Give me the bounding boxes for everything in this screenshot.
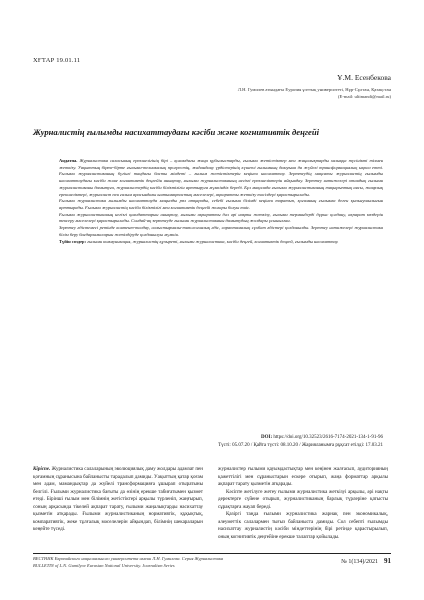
page-number: 91: [384, 557, 391, 565]
intro-paragraph: [33, 466, 203, 534]
body-column-right: [218, 466, 388, 541]
issue-number: № 1(134)/2021: [341, 559, 378, 565]
body-paragraph: Кәсіпте жетілуге жетеу ғылыми журналистика жеткізуі арқылы, әрі нақты деректерге сүйене отырып, журналистиканың барлық түрлеріне қатысты сұрақтарға жауап береді.: [218, 488, 388, 510]
abstract-paragraph: Ғылыми журналистика ғылымды насихаттауда маңызды рөл атқарады, себебі ғылыми білімді кеңінен таратып, қоғамның ғылымға деген қызығушылығын арттырады. Ғылыми журналистің кәсіби біліктілігі мен когнитивтік деңгейі жоғары болуы тиіс.: [59, 198, 383, 211]
affiliation-line: Л.Н. Гумилев атындағы Еуразия ұлттық университеті, Нұр-Сұлтан, Қазақстан: [237, 87, 391, 92]
abstract-paragraph: Ғылыми журналистиканың негізгі қағидаттарын анықтау, ғылыми ақпаратты дәл әрі нақты жеткізу, ғылыми терминдерді дұрыс қолдану, ақпарат көздерін тексеру мәселелері қарастырылады. Сондай-ақ зерттеуде ғылыми журналистиканы дамытудың жолдары ұсынылған.: [59, 211, 383, 224]
keywords-label: Түйін сөздер:: [59, 238, 87, 244]
body-column-left: [33, 466, 203, 534]
keywords: [59, 239, 383, 246]
author-email: (E-mail: ultimandi@mail.ru): [338, 94, 391, 99]
footer-divider: [33, 553, 391, 554]
journal-footer: [33, 556, 293, 569]
author-name: Ұ.М. Есенбекова: [337, 73, 391, 82]
body-paragraph: Қазіргі таңда ғылыми журналистика жарнақ пен экономикалық, әлеуметтік салалармен тығыз байланыста дамиды. Сол себепті ғылымды насихаттау журналистің кәсіби міндеттерінің бірі ретінде қарастырылып, оның когнитивтік деңгейіне ерекше талаптар қойылады.: [218, 511, 388, 540]
intro-heading: Кіріспе.: [33, 466, 51, 472]
abstract-block: [59, 158, 383, 245]
irsti-code: ХҒТАР 19.01.11: [33, 57, 81, 64]
article-title: Журналистің ғылымды насихаттаудағы кәсіби және когнитивтік деңгейі: [33, 127, 320, 137]
doi-block: [103, 434, 383, 449]
doi-label: DOI:: [261, 435, 273, 440]
author-affiliation: [91, 86, 391, 100]
keywords-text: ғылыми коммуникация, журналистің құзыреті, ғылыми журналистика, кәсіби деңгей, когнитивтік деңгей, ғылымды насихаттау.: [87, 238, 339, 244]
journal-name-en: BULLETIN of L.N. Gumilyov Eurasian National University. Journalism Series: [33, 562, 175, 568]
body-paragraph: журналистер ғылыми қауымдастықтар мен кеңінен жалғасып, аудиторияның қажеттілігі мен сұраныстарын ескере отырып, жаңа форматтар арқылы ақпарат тарату қызметін атқарады.: [218, 466, 388, 488]
intro-text: Журналистика салаларының эволюциялық даму жолдары адамзат пен қоғамның сұранысына байланысты тарадалып дамиды. Уақыттың қатар қоғам мен адам, мамандықтар да жүйелі трансформацияға ұшырап отыратыны белгілі. Ғылыми журналистика бағыты да өзінің ерекше табиғатымен қызмет етеді. Бірінші ғылым мен білімнің жетістіктері арқылы түрленіп, жаңғырып, соның арқасында тікелей ақпарат тарату, ғылыми жаңалықтарды насихаттау қызметін атқарады. Ғылыми журналистиканың нормативтік, құқықтық, компаративтік, жеке тұлғалық мәселелерін айқындап, білімнің шекараларын кеңейте түседі.: [33, 466, 204, 533]
doi-line: [103, 434, 383, 442]
abstract-label: Аңдатпа.: [59, 158, 78, 163]
abstract-paragraph: Зерттеу әдістемесі ретінде контент-талдау, салыстырмалы-типологиялық әдіс, сараптамалық сұхбат әдістері қолданылды. Зерттеу нәтижелері журналистика білім беру бағдарламаларын жетілдіруде қолданылуы мүмкін.: [59, 225, 383, 237]
abstract-paragraph: [59, 158, 383, 198]
doi-link[interactable]: https://doi.org/10.32523/2616-7174-2021-134-1-91-96: [273, 435, 383, 440]
abstract-text: Журналистика саласының ерекшелігінің бірі – қоғамдағы жаңа құбылыстарды, ғылыми жетістіктер мен жаңалықтарды халыққа түсінікті тілмен жеткізу. Уақыттың бірте-бірте ғылыми-техникалық прогрестің, жаһандану үрдістерінің күшеюі ғылымның дамуына да жүйелі трансформациялық ықпал етті. Ғылыми журналистиканың бүгінгі таңдағы басты міндеті – ғылым жетістіктерін кеңінен насихаттау. Зерттеудің мақсаты журналистің ғылымды насихаттаудағы кәсіби және когнитивтік деңгейін анықтау, ғылыми журналистиканың негізгі ерекшеліктерін айқындау. Зерттеу нәтижелері отандық ғылыми журналистиканы дамытуға, журналистердің кәсіби біліктілігін арттыруға мүмкіндік береді. Бұл мақалада ғылыми журналистиканың тақырыптық аясы, жанрлық ерекшеліктері, журналист пен ғалым арасындағы ынтымақтастық мәселелері, ақпаратты жеткізу тәсілдері қарастырылады.: [59, 158, 384, 197]
journal-name-ru: ВЕСТНИК Евразийского национального университета имени Л.Н. Гумилева. Серия Журналистика: [33, 556, 224, 561]
issue-info: [341, 557, 391, 565]
submission-dates: Түсті: 05.07.20 / Қайта түсті: 08.10.20 / Жарияланымға рұқсат етілді: 17.03.21: [218, 442, 383, 448]
